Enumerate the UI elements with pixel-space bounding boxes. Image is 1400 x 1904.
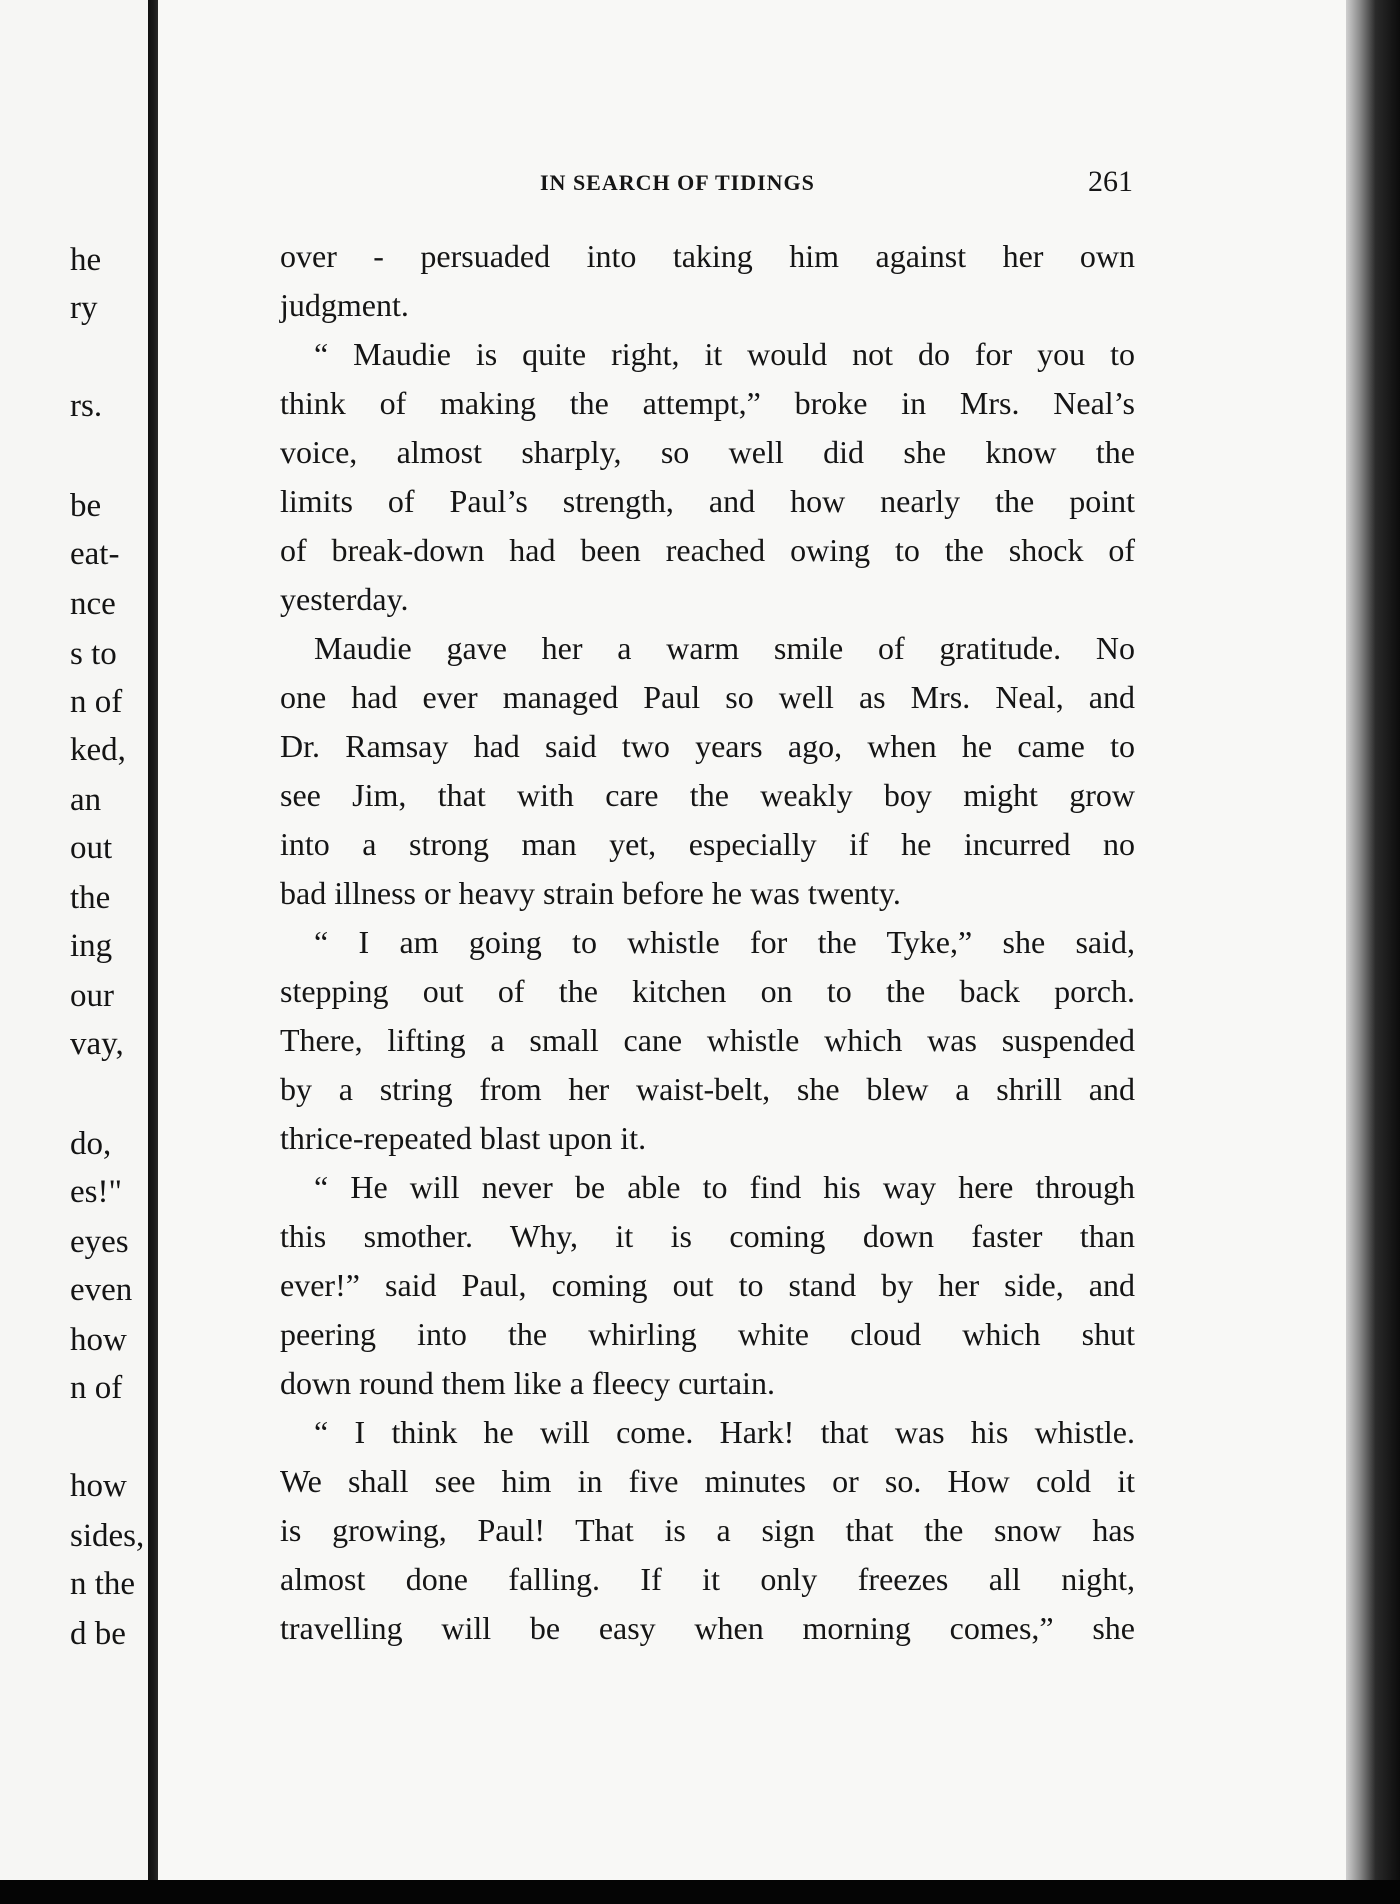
left-page-fragment: d be <box>70 1616 126 1652</box>
left-page-fragment: n of <box>70 684 123 720</box>
text-line: one had ever managed Paul so well as Mrs. Neal, and <box>280 679 1135 715</box>
left-page-fragment: eat- <box>70 536 120 572</box>
left-page-fragment: rs. <box>70 388 103 424</box>
text-line: over - persuaded into taking him against her own <box>280 238 1135 274</box>
left-page-fragment: the <box>70 880 111 916</box>
left-page-fragment: nce <box>70 586 116 622</box>
text-line: down round them like a fleecy curtain. <box>280 1365 775 1401</box>
text-line: “ He will never be able to find his way here through <box>314 1169 1135 1205</box>
text-line: There, lifting a small cane whistle which was suspended <box>280 1022 1135 1058</box>
left-page-fragment: how <box>70 1468 127 1504</box>
left-page-fragment: n the <box>70 1566 136 1602</box>
text-line: yesterday. <box>280 581 409 617</box>
text-line: stepping out of the kitchen on to the back porch. <box>280 973 1135 1009</box>
text-line: into a strong man yet, especially if he incurred no <box>280 826 1135 862</box>
left-page-fragment: es!" <box>70 1174 122 1210</box>
left-page-fragment: our <box>70 978 114 1014</box>
left-page-edge <box>0 0 148 1880</box>
left-page-fragment: an <box>70 782 102 818</box>
text-line: thrice-repeated blast upon it. <box>280 1120 647 1156</box>
left-page-fragment: be <box>70 488 102 524</box>
left-page-fragment: even <box>70 1272 133 1308</box>
left-page-fragment: ry <box>70 290 98 326</box>
text-line: is growing, Paul! That is a sign that the snow has <box>280 1512 1135 1548</box>
text-line: Maudie gave her a warm smile of gratitude. No <box>314 630 1135 666</box>
running-head: IN SEARCH OF TIDINGS <box>540 170 815 195</box>
left-page-fragment: eyes <box>70 1224 129 1260</box>
scan-bottom-border <box>0 1880 1400 1904</box>
text-line: this smother. Why, it is coming down faster than <box>280 1218 1135 1254</box>
text-line: “ I think he will come. Hark! that was his whistle. <box>314 1414 1135 1450</box>
text-line: ever!” said Paul, coming out to stand by her side, and <box>280 1267 1135 1303</box>
text-line: “ Maudie is quite right, it would not do for you to <box>314 336 1135 372</box>
page-number: 261 <box>1088 165 1133 198</box>
text-line: Dr. Ramsay had said two years ago, when he came to <box>280 728 1135 764</box>
text-line: by a string from her waist-belt, she blew a shrill and <box>280 1071 1135 1107</box>
text-line: “ I am going to whistle for the Tyke,” she said, <box>314 924 1135 960</box>
left-page-fragment: how <box>70 1322 127 1358</box>
text-line: travelling will be easy when morning comes,” she <box>280 1610 1135 1646</box>
left-page-fragment: do, <box>70 1126 112 1162</box>
text-line: voice, almost sharply, so well did she know the <box>280 434 1135 470</box>
left-page-fragment: he <box>70 242 102 278</box>
left-page-fragment: out <box>70 830 113 866</box>
text-line: limits of Paul’s strength, and how nearly the point <box>280 483 1135 519</box>
book-gutter <box>148 0 158 1880</box>
left-page-fragment: sides, <box>70 1518 145 1554</box>
text-line: think of making the attempt,” broke in Mrs. Neal’s <box>280 385 1135 421</box>
left-page-fragment: n of <box>70 1370 123 1406</box>
left-page-fragment: ing <box>70 928 113 964</box>
left-page-fragment: ked, <box>70 732 126 768</box>
left-page-fragment: vay, <box>70 1026 124 1062</box>
text-line: We shall see him in five minutes or so. How cold it <box>280 1463 1135 1499</box>
text-line: judgment. <box>280 287 409 323</box>
text-line: almost done falling. If it only freezes all night, <box>280 1561 1135 1597</box>
left-page-fragment: s to <box>70 636 117 672</box>
text-line: bad illness or heavy strain before he was twenty. <box>280 875 901 911</box>
text-line: see Jim, that with care the weakly boy might grow <box>280 777 1135 813</box>
text-line: of break-down had been reached owing to the shock of <box>280 532 1135 568</box>
right-page-edge-shadow <box>1346 0 1400 1904</box>
text-line: peering into the whirling white cloud which shut <box>280 1316 1135 1352</box>
